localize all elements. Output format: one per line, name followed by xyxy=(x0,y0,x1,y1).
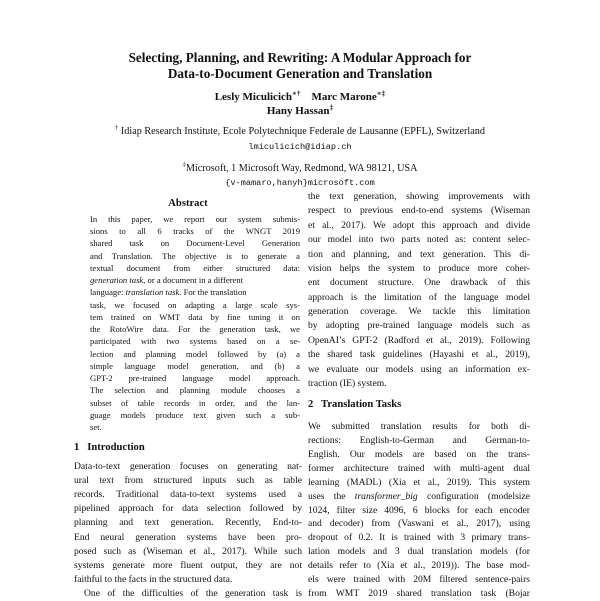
body-line: English. Our models are based on the trans- xyxy=(308,448,530,460)
body-line: and decoder) from (Vaswani et al., 2017), using xyxy=(308,518,530,530)
body-line: faithful to the facts in the structured data. xyxy=(74,573,233,585)
abstract-line: the RotoWire data. For the generation task, we xyxy=(90,324,300,335)
abstract-line xyxy=(90,275,300,285)
body-line: vision helps the system to produce more coher- xyxy=(308,262,530,274)
affiliation-mark: † xyxy=(115,124,119,132)
body-line: pipelined approach for data selection followed by xyxy=(74,503,302,515)
affiliation-2 xyxy=(0,162,600,175)
body-line: ural text from structured inputs such as table xyxy=(74,475,302,487)
body-line: from WMT 2019 shared translation task (Bojar xyxy=(308,588,530,599)
author-line-1 xyxy=(0,90,600,104)
affiliation-text: Microsoft, 1 Microsoft Way, Redmond, WA 98121, USA xyxy=(185,163,418,174)
abstract-line-text: generation task, or a document in a different xyxy=(90,275,244,286)
section-heading-translation-tasks: 2 Translation Tasks xyxy=(308,399,402,410)
body-line: approach is the limitation of the language model xyxy=(308,291,530,303)
abstract-line: participated with two systems based on a se- xyxy=(90,336,300,347)
body-line: the text generation, showing improvements with xyxy=(308,191,530,202)
body-line: systems generate more fluent output, they are not xyxy=(74,559,302,571)
author-line-2 xyxy=(0,104,600,118)
abstract-line: task, we focused on adapting a large scale sys- xyxy=(90,299,300,310)
body-line: tion and planning, and text generation. This di- xyxy=(308,248,530,260)
body-line: End neural generation systems have been pro- xyxy=(74,531,302,543)
body-line: posed such as (Wiseman et al., 2017). While such xyxy=(74,545,302,557)
author-list xyxy=(0,90,600,118)
body-line: els were trained with 20M filtered sentence-pairs xyxy=(308,574,530,586)
abstract-line: tem trained on WMT data by fine tuning it on xyxy=(90,311,300,322)
abstract-line: sions to all 6 tracks of the WNGT 2019 xyxy=(90,226,300,237)
author-marks: ∗‡ xyxy=(376,89,386,98)
author-name: Marc Marone xyxy=(311,91,377,103)
abstract-line: set. xyxy=(90,422,102,432)
body-line: details refer to (Xia et al., 2019)). The base mod- xyxy=(308,560,530,572)
abstract-line-text: language: translation task. For the translation xyxy=(90,287,247,298)
body-line: ent document structure. One drawback of this xyxy=(308,277,530,289)
body-line: traction (IE) system. xyxy=(308,378,387,389)
affiliation-text: Idiap Research Institute, Ecole Polytechnique Federale de Lausanne (EPFL), Switzerland xyxy=(120,126,485,137)
author-name: Lesly Miculicich xyxy=(214,91,292,103)
body-line: rections: English-to-German and German-to- xyxy=(308,434,530,446)
body-line: We submitted translation results for both di- xyxy=(308,421,530,432)
body-line: uses the transformer_big configuration (modelsize xyxy=(308,490,530,502)
affiliation-1-email: lmiculicich@idiap.ch xyxy=(248,142,352,152)
abstract-line: textual document from either structured data: xyxy=(90,262,300,273)
body-line: OpenAI’s GPT-2 (Radford et al., 2019). Following xyxy=(308,334,530,346)
abstract-line xyxy=(90,287,300,297)
abstract-line: The selection and planning module chooses a xyxy=(90,385,300,396)
section-heading-introduction: 1 Introduction xyxy=(74,442,145,453)
body-line: records. Traditional data-to-text systems used a xyxy=(74,489,302,501)
paper-title-line-1: Selecting, Planning, and Rewriting: A Modular Approach for xyxy=(128,50,472,65)
abstract-line: shared task on Document-Level Generation xyxy=(90,238,300,249)
affiliation-2-email: {v-mamaro,hanyh}microsoft.com xyxy=(225,178,375,188)
body-line: planning and text generation. Recently, End-to- xyxy=(74,517,302,529)
italic-term: transformer_big xyxy=(354,490,418,502)
author-marks: ∗† xyxy=(292,89,301,98)
abstract-heading: Abstract xyxy=(168,198,208,209)
abstract-line: guage models produce text given such a sub- xyxy=(90,409,300,420)
abstract-line: subset of table records in order, and the lan- xyxy=(90,397,300,408)
body-line: our model into two parts noted as: content selec- xyxy=(308,234,530,246)
author-marks: ‡ xyxy=(329,103,334,112)
abstract-line: lection and planning model followed by (a) a xyxy=(90,348,300,359)
paper-title-line-2: Data-to-Document Generation and Translation xyxy=(167,66,433,81)
body-line: 1024, filter size 4096, 6 blocks for each encoder xyxy=(308,504,530,516)
affiliation-mark: ‡ xyxy=(182,161,186,169)
italic-term: generation task xyxy=(90,275,144,286)
body-line: former architecture trained with multi-agent dual xyxy=(308,462,530,474)
abstract-line: simple language model generation, and (b) a xyxy=(90,360,300,371)
italic-term: translation task xyxy=(125,287,180,298)
affiliation-1 xyxy=(0,125,600,138)
abstract-line: and Translation. The objective is to generate a xyxy=(90,250,300,261)
abstract-line: In this paper, we report our system submis- xyxy=(90,214,300,224)
paper-title xyxy=(0,50,600,82)
body-line: we evaluate our models using an information ex- xyxy=(308,363,530,375)
body-line: respect to previous end-to-end systems (Wiseman xyxy=(308,205,530,217)
body-line: by adopting pre-trained language models such as xyxy=(308,320,530,332)
body-line: et al., 2017). We adopt this approach and divide xyxy=(308,219,530,231)
body-line: lation models and 3 dual translation models (for xyxy=(308,546,530,558)
body-line: learning (MADL) (Xia et al., 2019). This system xyxy=(308,476,530,488)
body-line: dropout of 0.2. It is trained with 3 primary trans- xyxy=(308,532,530,544)
body-line: One of the difficulties of the generation task is xyxy=(84,588,302,599)
body-line: Data-to-text generation focuses on generating nat- xyxy=(74,461,302,472)
abstract-line: GPT-2 pre-trained language model approach. xyxy=(90,373,300,384)
author-name: Hany Hassan xyxy=(266,105,330,117)
body-line: generation coverage. We tackle this limitation xyxy=(308,306,530,318)
body-line: the shared task guidelines (Hayashi et al., 2019), xyxy=(308,349,530,361)
